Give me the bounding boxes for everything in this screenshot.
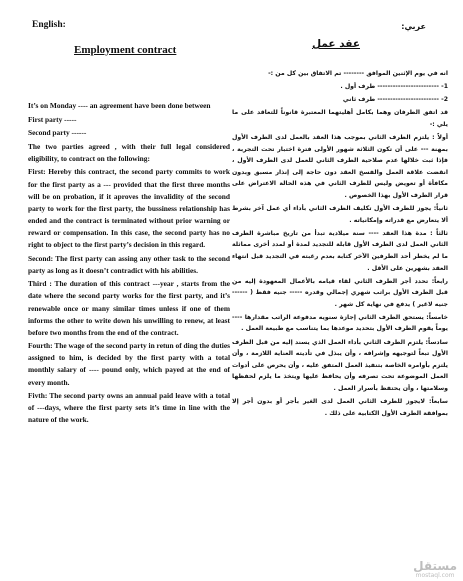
en-second-party: Second party ------ bbox=[28, 128, 87, 138]
ar-intro: انه في يوم الإثنين الموافق -------- تم الاتفاق بين كل من :- bbox=[268, 70, 448, 77]
ar-clause-sixth: سادساً: يلتزم الطرف الثاني بأداء العمل الذي يسند إليه من قبل الطرف الأول تبعاً لتوجيهه وإشرافه ، وأن يبذل في تأديته العناية اللازمة ، وأن يلتزم بأوامره الخاصة بتنفيذ العمل المتفق عليه ، وأن يحرص على أدوات العمل الموضوعة تحت تصرفه وأن يحافظ عليها ويتخذ ما يلزم لحفظها وسلامتها ، وأن يحتفظ بأسرار العمل . bbox=[232, 338, 448, 392]
ar-clause-second: ثانياً: يجوز للطرف الأول تكليف الطرف الثاني بأداء أي عمل آخر بشرط ألا يتعارض مع قدراته وإمكانياته . bbox=[232, 205, 448, 224]
english-language-label: English: bbox=[32, 20, 66, 30]
en-clause-first: First: Hereby this contract, the second party commits to work for the first party as a --- provided that the first three months will be on probation, if it aproves the invalidity of the second party to work for the first party, the bussiness relationship has ended and the contract is terminated without prior warning or reward or compensation. In this case, the second party has no right to object to the first party’s decision in this regard. bbox=[28, 167, 230, 250]
arabic-title: عقد عمل bbox=[311, 38, 360, 50]
en-intro: It’s on Monday ---- an agreement have been done between bbox=[28, 101, 211, 110]
ar-first-party: 1- ------------------------ طرف أول . bbox=[340, 83, 448, 91]
watermark-latin: mostaql.com bbox=[415, 572, 455, 579]
ar-clause-first: أولاً : يلتزم الطرف الثاني بموجب هذا العقد بالعمل لدى الطرف الأول بمهنة --- على أن تكون الثلاثة شهور الأولى فترة اختبار تحت التجربة ، فإذا ثبت خلالها عدم صلاحية الطرف الثاني للعمل لدى الطرف الأول ، انقضت علاقة العمل والفسخ العقد دون حاجة إلى إنذار مسبق وبدون مكافأة أو تعويض وليس للطرف الثاني في هذه الحالة الاعتراض على قرار الطرف الأول بهذا الخصوص . bbox=[232, 133, 448, 199]
ar-second-party: 2- ------------------------ طرف ثاني bbox=[342, 96, 448, 104]
ar-agreement: قد اتفق الطرفان وهما بكامل أهليتهما المعتبرة قانوناً للتعاقد على ما يلي :- bbox=[232, 109, 448, 128]
en-first-party: First party ----- bbox=[28, 114, 77, 124]
en-clause-fifth: Fivth: The second party owns an annual paid leave with a total of ---days, where the first party sets it’s time in line with the nature of the work. bbox=[28, 391, 230, 425]
english-body bbox=[28, 100, 230, 428]
arabic-language-label: عربي: bbox=[401, 22, 426, 31]
english-title: Employment contract bbox=[74, 44, 177, 56]
arabic-body bbox=[232, 68, 448, 421]
en-agreement: The two parties agreed , with their full legal considered eligibility, to contract on the following: bbox=[28, 141, 230, 163]
mostaql-watermark bbox=[413, 560, 457, 579]
ar-clause-third: ثالثاً : مدة هذا العقد ---- سنة ميلادية تبدأ من تاريخ مباشرة الطرف الثاني العمل لدى الطرف الأول قابلة للتجديد لمدة أو لمدد أخرى مماثلة ما لم يخطر أحد الطرفين الآخر كتابة بعدم رغبته في التجديد قبل انتهاء العقد بشهرين على الأقل . bbox=[232, 229, 448, 272]
en-clause-third: Third : The duration of this contract ---year , starts from the date where the second party works for the first party, and it’s renewable once or many similar times unless if one of them informs the other to write down his unwilling to renew, at least before two months from the end of the contract. bbox=[28, 279, 230, 337]
en-clause-fourth: Fourth: The wage of the second party in retun of ding the duties assigned to him, is decided by the first party with a total monthly salary of ---- pound only, which payed at the end of every month. bbox=[28, 341, 230, 387]
ar-clause-fourth: رابعاً: تحدد أجر الطرف الثاني لقاء قيامه بالأعمال المعهودة إليه من قبل الطرف الأول براتب شهري إجمالي وقدره ----- جنيه فقط ( ------ جنيه لاغير ) يدفع في نهاية كل شهر . bbox=[232, 277, 448, 308]
en-clause-second: Second: The first party can assing any other task to the second party as long as it doesn’t contradict with his abilities. bbox=[28, 253, 230, 275]
ar-clause-seventh: سابعاً: لايجوز للطرف الثاني العمل لدى الغير بأجر أو بدون أجر إلا بموافقة الطرف الأول الكتابية على ذلك . bbox=[232, 398, 448, 417]
watermark-arabic: مستقل bbox=[413, 559, 457, 573]
ar-clause-fifth: خامساً: يستحق الطرف الثاني إجازة سنويه مدفوعة الراتب مقدارها ---- يوماً يقوم الطرف الأول بتحديد موعدها بما يتناسب مع طبيعة العمل . bbox=[232, 313, 448, 333]
